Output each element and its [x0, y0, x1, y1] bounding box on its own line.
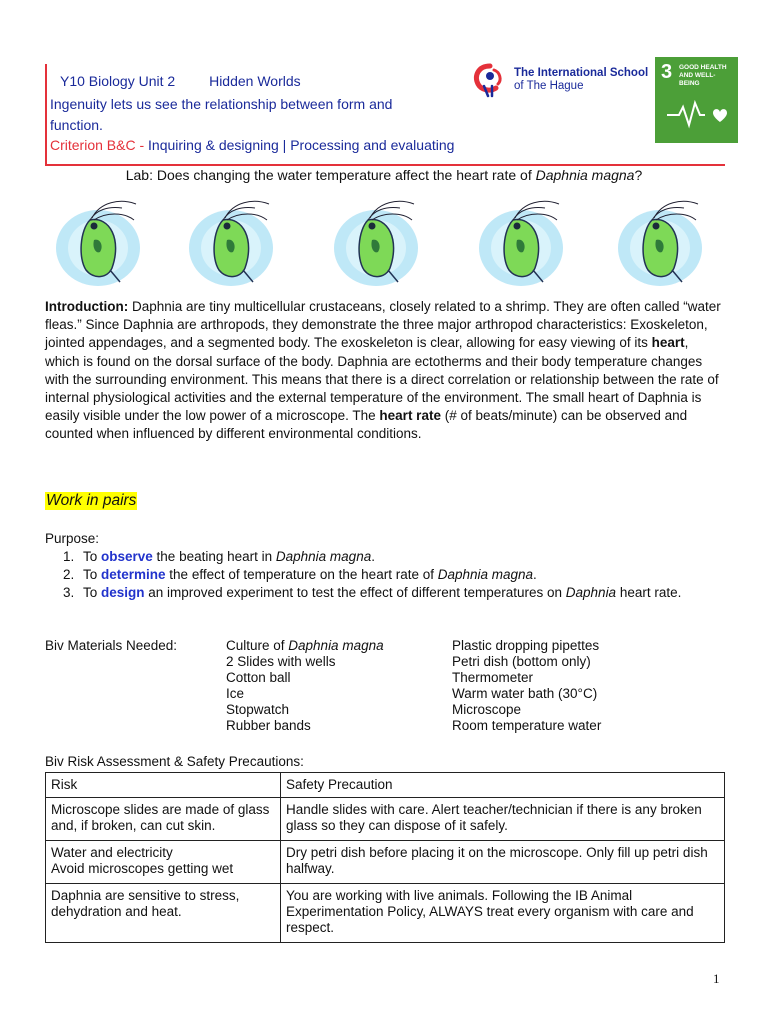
purpose-item: [45, 548, 725, 566]
material-species: Daphnia magna: [288, 638, 384, 653]
purpose-keyword: observe: [101, 549, 153, 564]
risk-title: Biv Risk Assessment & Safety Precautions:: [45, 754, 304, 769]
page-number: 1: [713, 971, 720, 986]
sdg-text: GOOD HEALTH AND WELL-BEING: [679, 64, 727, 87]
risk-table-row: [46, 884, 725, 943]
materials-column-2: [452, 638, 601, 734]
work-in-pairs-note: Work in pairs: [46, 492, 137, 509]
logo-line-2: of The Hague: [514, 80, 584, 92]
criterion-label: Criterion B&C -: [50, 137, 145, 153]
material-item: [226, 670, 384, 686]
purpose-number: 1.: [63, 549, 75, 564]
purpose-text: To: [83, 549, 102, 564]
material-item: Petri dish (bottom only): [452, 654, 591, 669]
introduction-text-1: Daphnia are tiny multicellular crustaceans, closely related to a shrimp. They are often called “water fleas.” Since Daphnia are arthropods, they demonstrate the three major arthropod characteristics: Exoskeleton, jointed appendages, and a segmented body. The exoskeleton is clear, allowing for easy viewing of its: [45, 299, 721, 351]
precaution-header-cell: Safety Precaution: [281, 773, 725, 798]
school-logo-icon: [470, 62, 510, 98]
purpose-text: an improved experiment to test the effect of different temperatures on: [144, 585, 566, 600]
daphnia-image-3: [328, 190, 428, 290]
purpose-number: 2.: [63, 567, 75, 582]
purpose-title: Purpose:: [45, 531, 100, 546]
purpose-text: .: [533, 567, 537, 582]
purpose-keyword: design: [101, 585, 145, 600]
precaution-cell: Dry petri dish before placing it on the microscope. Only fill up petri dish halfway.: [281, 841, 725, 884]
introduction-paragraph: [45, 298, 723, 444]
daphnia-image-row: [50, 190, 740, 290]
material-item: [226, 686, 384, 702]
introduction-label: Introduction:: [45, 299, 129, 314]
risk-header-cell: Risk: [46, 773, 281, 798]
logo-line-1: The International School: [514, 67, 649, 79]
purpose-species: Daphnia magna: [275, 549, 372, 564]
purpose-species: Daphnia magna: [437, 567, 534, 582]
introduction-text-2: , which is found on the dorsal surface of the body. Daphnia are ectotherms and their body temperature changes with the surrounding environment. This means that there is a direct correlation or relationship between the rate of internal physiological activities and the external temperature of the environment. The small heart of Daphnia is easily visible under the low power of a microscope. The: [45, 335, 719, 424]
precaution-cell: Handle slides with care. Alert teacher/technician if there is any broken glass so they can dispose of it safely.: [281, 798, 725, 841]
material-item: Plastic dropping pipettes: [452, 638, 600, 653]
material-text: 2 Slides with wells: [226, 654, 336, 669]
lab-title-suffix: ?: [634, 167, 643, 183]
material-item: Microscope: [452, 702, 522, 717]
risk-cell: Microscope slides are made of glass and, if broken, can cut skin.: [46, 798, 281, 841]
purpose-text: To: [83, 567, 102, 582]
purpose-text: heart rate.: [616, 585, 682, 600]
heartbeat-icon: [665, 99, 729, 129]
header-course-line: [60, 73, 331, 89]
material-item: Thermometer: [452, 670, 534, 685]
risk-table-row: [46, 841, 725, 884]
material-text: Stopwatch: [226, 702, 290, 717]
risk-table: [45, 772, 725, 943]
daphnia-image-5: [612, 190, 712, 290]
unit-title: Hidden Worlds: [209, 73, 301, 89]
purpose-text: To: [83, 585, 102, 600]
criterion-text: Inquiring & designing | Processing and evaluating: [144, 137, 455, 153]
purpose-text: the effect of temperature on the heart rate of: [165, 567, 438, 582]
precaution-cell: You are working with live animals. Following the IB Animal Experimentation Policy, ALWAYS treat every organism with care and respect.: [281, 884, 725, 943]
risk-table-row: [46, 798, 725, 841]
daphnia-image-4: [473, 190, 573, 290]
lab-title: [0, 167, 768, 183]
material-item: [226, 654, 384, 670]
material-item: [226, 638, 384, 654]
material-text: Ice: [226, 686, 245, 701]
header-statement: Ingenuity lets us see the relationship between form and function.: [50, 96, 393, 133]
material-item: Room temperature water: [452, 718, 602, 733]
material-item: [226, 718, 384, 734]
material-text: Rubber bands: [226, 718, 311, 733]
risk-cell: Water and electricity Avoid microscopes getting wet: [46, 841, 281, 884]
course-name: Y10 Biology Unit 2: [60, 73, 176, 89]
sdg-number: 3: [661, 61, 673, 83]
purpose-number: 3.: [63, 585, 75, 600]
lab-title-text: Lab: Does changing the water temperature affect the heart rate of: [125, 167, 536, 183]
purpose-keyword: determine: [101, 567, 166, 582]
material-item: Warm water bath (30°C): [452, 686, 598, 701]
school-logo: [470, 62, 650, 96]
introduction-bold-heart: heart: [651, 335, 685, 351]
materials-title: Biv Materials Needed:: [45, 638, 178, 653]
materials-column-1: [226, 638, 384, 734]
material-text: Culture of: [226, 638, 289, 653]
introduction-text-3: (# of beats/minute) can be observed and counted when influenced by different environmental conditions.: [45, 408, 688, 442]
sdg-badge: [655, 57, 738, 143]
daphnia-image-2: [183, 190, 283, 290]
purpose-list: [45, 548, 725, 602]
introduction-bold-heart-rate: heart rate: [379, 408, 441, 424]
risk-table-header: [46, 773, 725, 798]
purpose-text: .: [371, 549, 375, 564]
purpose-text: the beating heart in: [152, 549, 276, 564]
risk-cell: Daphnia are sensitive to stress, dehydration and heat.: [46, 884, 281, 943]
purpose-item: [45, 566, 725, 584]
purpose-item: [45, 584, 725, 602]
header-criterion: [50, 137, 454, 153]
purpose-species: Daphnia: [565, 585, 617, 600]
lab-title-species: Daphnia magna: [535, 167, 635, 183]
daphnia-image-1: [50, 190, 150, 290]
material-item: [226, 702, 384, 718]
material-text: Cotton ball: [226, 670, 291, 685]
